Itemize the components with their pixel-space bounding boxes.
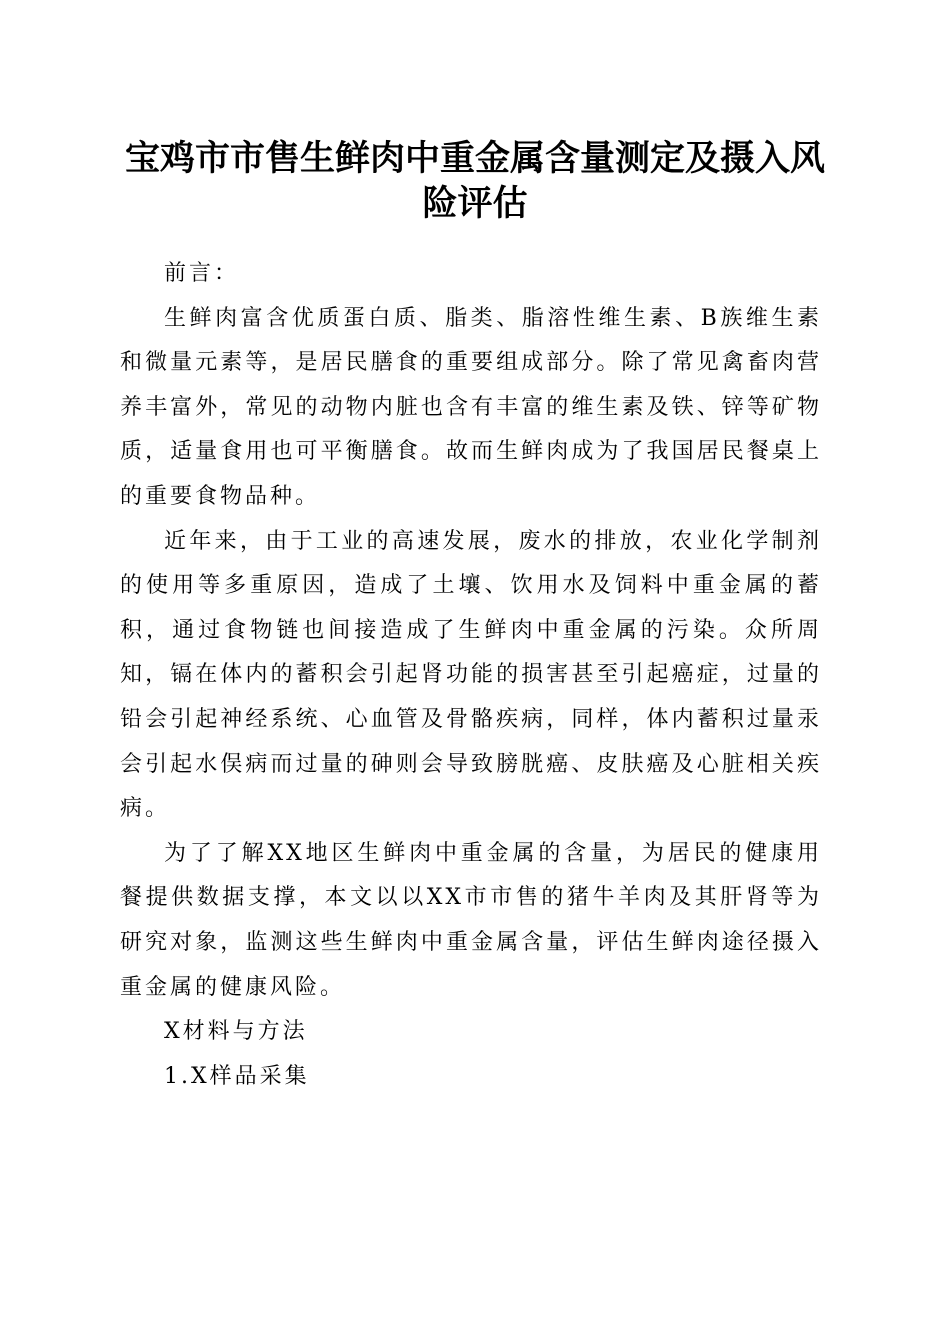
document-body xyxy=(120,252,822,1099)
subsection-heading: 1.X样品采集 xyxy=(164,1063,310,1089)
section-heading: X材料与方法 xyxy=(164,1019,308,1045)
document-title: 宝鸡市市售生鲜肉中重金属含量测定及摄入风险评估 xyxy=(124,138,825,224)
body-paragraph: 近年来，由于工业的高速发展，废水的排放，农业化学制剂的使用等多重原因，造成了土壤、饮用水及饲料中重金属的蓄积，通过食物链也间接造成了生鲜肉中重金属的污染。众所周知，镉在体内的蓄积会引起肾功能的损害甚至引起癌症，过量的铅会引起神经系统、心血管及骨骼疾病，同样，体内蓄积过量汞会引起水俣病而过量的砷则会导致膀胱癌、皮肤癌及心脏相关疾病。 xyxy=(120,528,822,822)
body-paragraph: 生鲜肉富含优质蛋白质、脂类、脂溶性维生素、B族维生素和微量元素等，是居民膳食的重要组成部分。除了常见禽畜肉营养丰富外，常见的动物内脏也含有丰富的维生素及铁、锌等矿物质，适量食用也可平衡膳食。故而生鲜肉成为了我国居民餐桌上的重要食物品种。 xyxy=(120,305,822,509)
body-paragraph: 为了了解XX地区生鲜肉中重金属的含量，为居民的健康用餐提供数据支撑，本文以以XX市市售的猪牛羊肉及其肝肾等为研究对象，监测这些生鲜肉中重金属含量，评估生鲜肉途径摄入重金属的健康风险。 xyxy=(120,840,822,1000)
preface-heading: 前言： xyxy=(164,261,240,286)
